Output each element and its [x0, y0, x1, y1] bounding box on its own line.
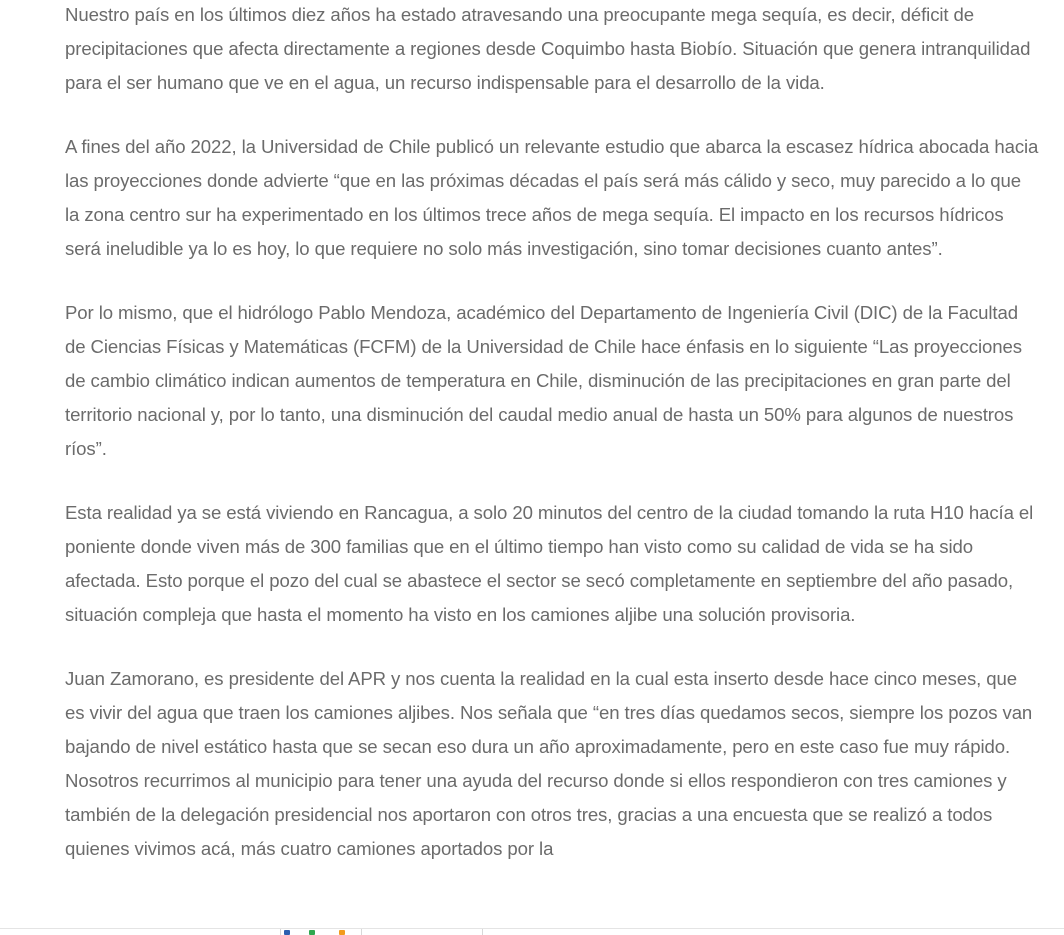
article-paragraph-5: Juan Zamorano, es presidente del APR y nos cuenta la realidad en la cual esta inserto desde hace cinco meses, que es vivir del agua que traen los camiones aljibes. Nos señala que “en tres días quedamos secos, siempre los pozos van bajando de nivel estático hasta que se secan eso dura un año aproximadamente, pero en este caso fue muy rápido. Nosotros recurrimos al municipio para tener una ayuda del recurso donde si ellos respondieron con tres camiones y también de la delegación presidencial nos aportaron con otros tres, gracias a una encuesta que se realizó a todos quienes vivimos acá, más cuatro camiones aportados por la [65, 668, 1033, 859]
article-paragraph-1: Nuestro país en los últimos diez años ha estado atravesando una preocupante mega sequía, es decir, déficit de precipitaciones que afecta directamente a regiones desde Coquimbo hasta Biobío. Situación que genera intranquilidad para el ser humano que ve en el agua, un recurso indispensable para el desarrollo de la vida. [65, 4, 1031, 93]
taskbar-strip [0, 928, 1064, 935]
taskbar-segment[interactable] [0, 929, 281, 935]
article-paragraph-3: Por lo mismo, que el hidrólogo Pablo Mendoza, académico del Departamento de Ingeniería Civil (DIC) de la Facultad de Ciencias Físicas y Matemáticas (FCFM) de la Universidad de Chile hace énfasis en lo siguiente “Las proyecciones de cambio climático indican aumentos de temperatura en Chile, disminución de las precipitaciones en gran parte del territorio nacional y, por lo tanto, una disminución del caudal medio anual de hasta un 50% para algunos de nuestros ríos”. [65, 302, 1022, 459]
taskbar-segment[interactable] [362, 929, 483, 935]
taskbar-segment[interactable] [281, 929, 362, 935]
app-icon-green[interactable] [309, 930, 315, 935]
article-paragraph-4: Esta realidad ya se está viviendo en Rancagua, a solo 20 minutos del centro de la ciudad tomando la ruta H10 hacía el poniente donde viven más de 300 familias que en el último tiempo han visto como su calidad de vida se ha sido afectada. Esto porque el pozo del cual se abastece el sector se secó completamente en septiembre del año pasado, situación compleja que hasta el momento ha visto en los camiones aljibe una solución provisoria. [65, 502, 1034, 625]
app-icon-orange[interactable] [339, 930, 345, 935]
article-paragraph-2: A fines del año 2022, la Universidad de Chile publicó un relevante estudio que abarca la escasez hídrica abocada hacia las proyecciones donde advierte “que en las próximas décadas el país será más cálido y seco, muy parecido a lo que la zona centro sur ha experimentado en los últimos trece años de mega sequía. El impacto en los recursos hídricos será ineludible ya lo es hoy, lo que requiere no solo más investigación, sino tomar decisiones cuanto antes”. [65, 136, 1039, 259]
app-icon-blue[interactable] [284, 930, 290, 935]
article-body [65, 0, 1040, 896]
